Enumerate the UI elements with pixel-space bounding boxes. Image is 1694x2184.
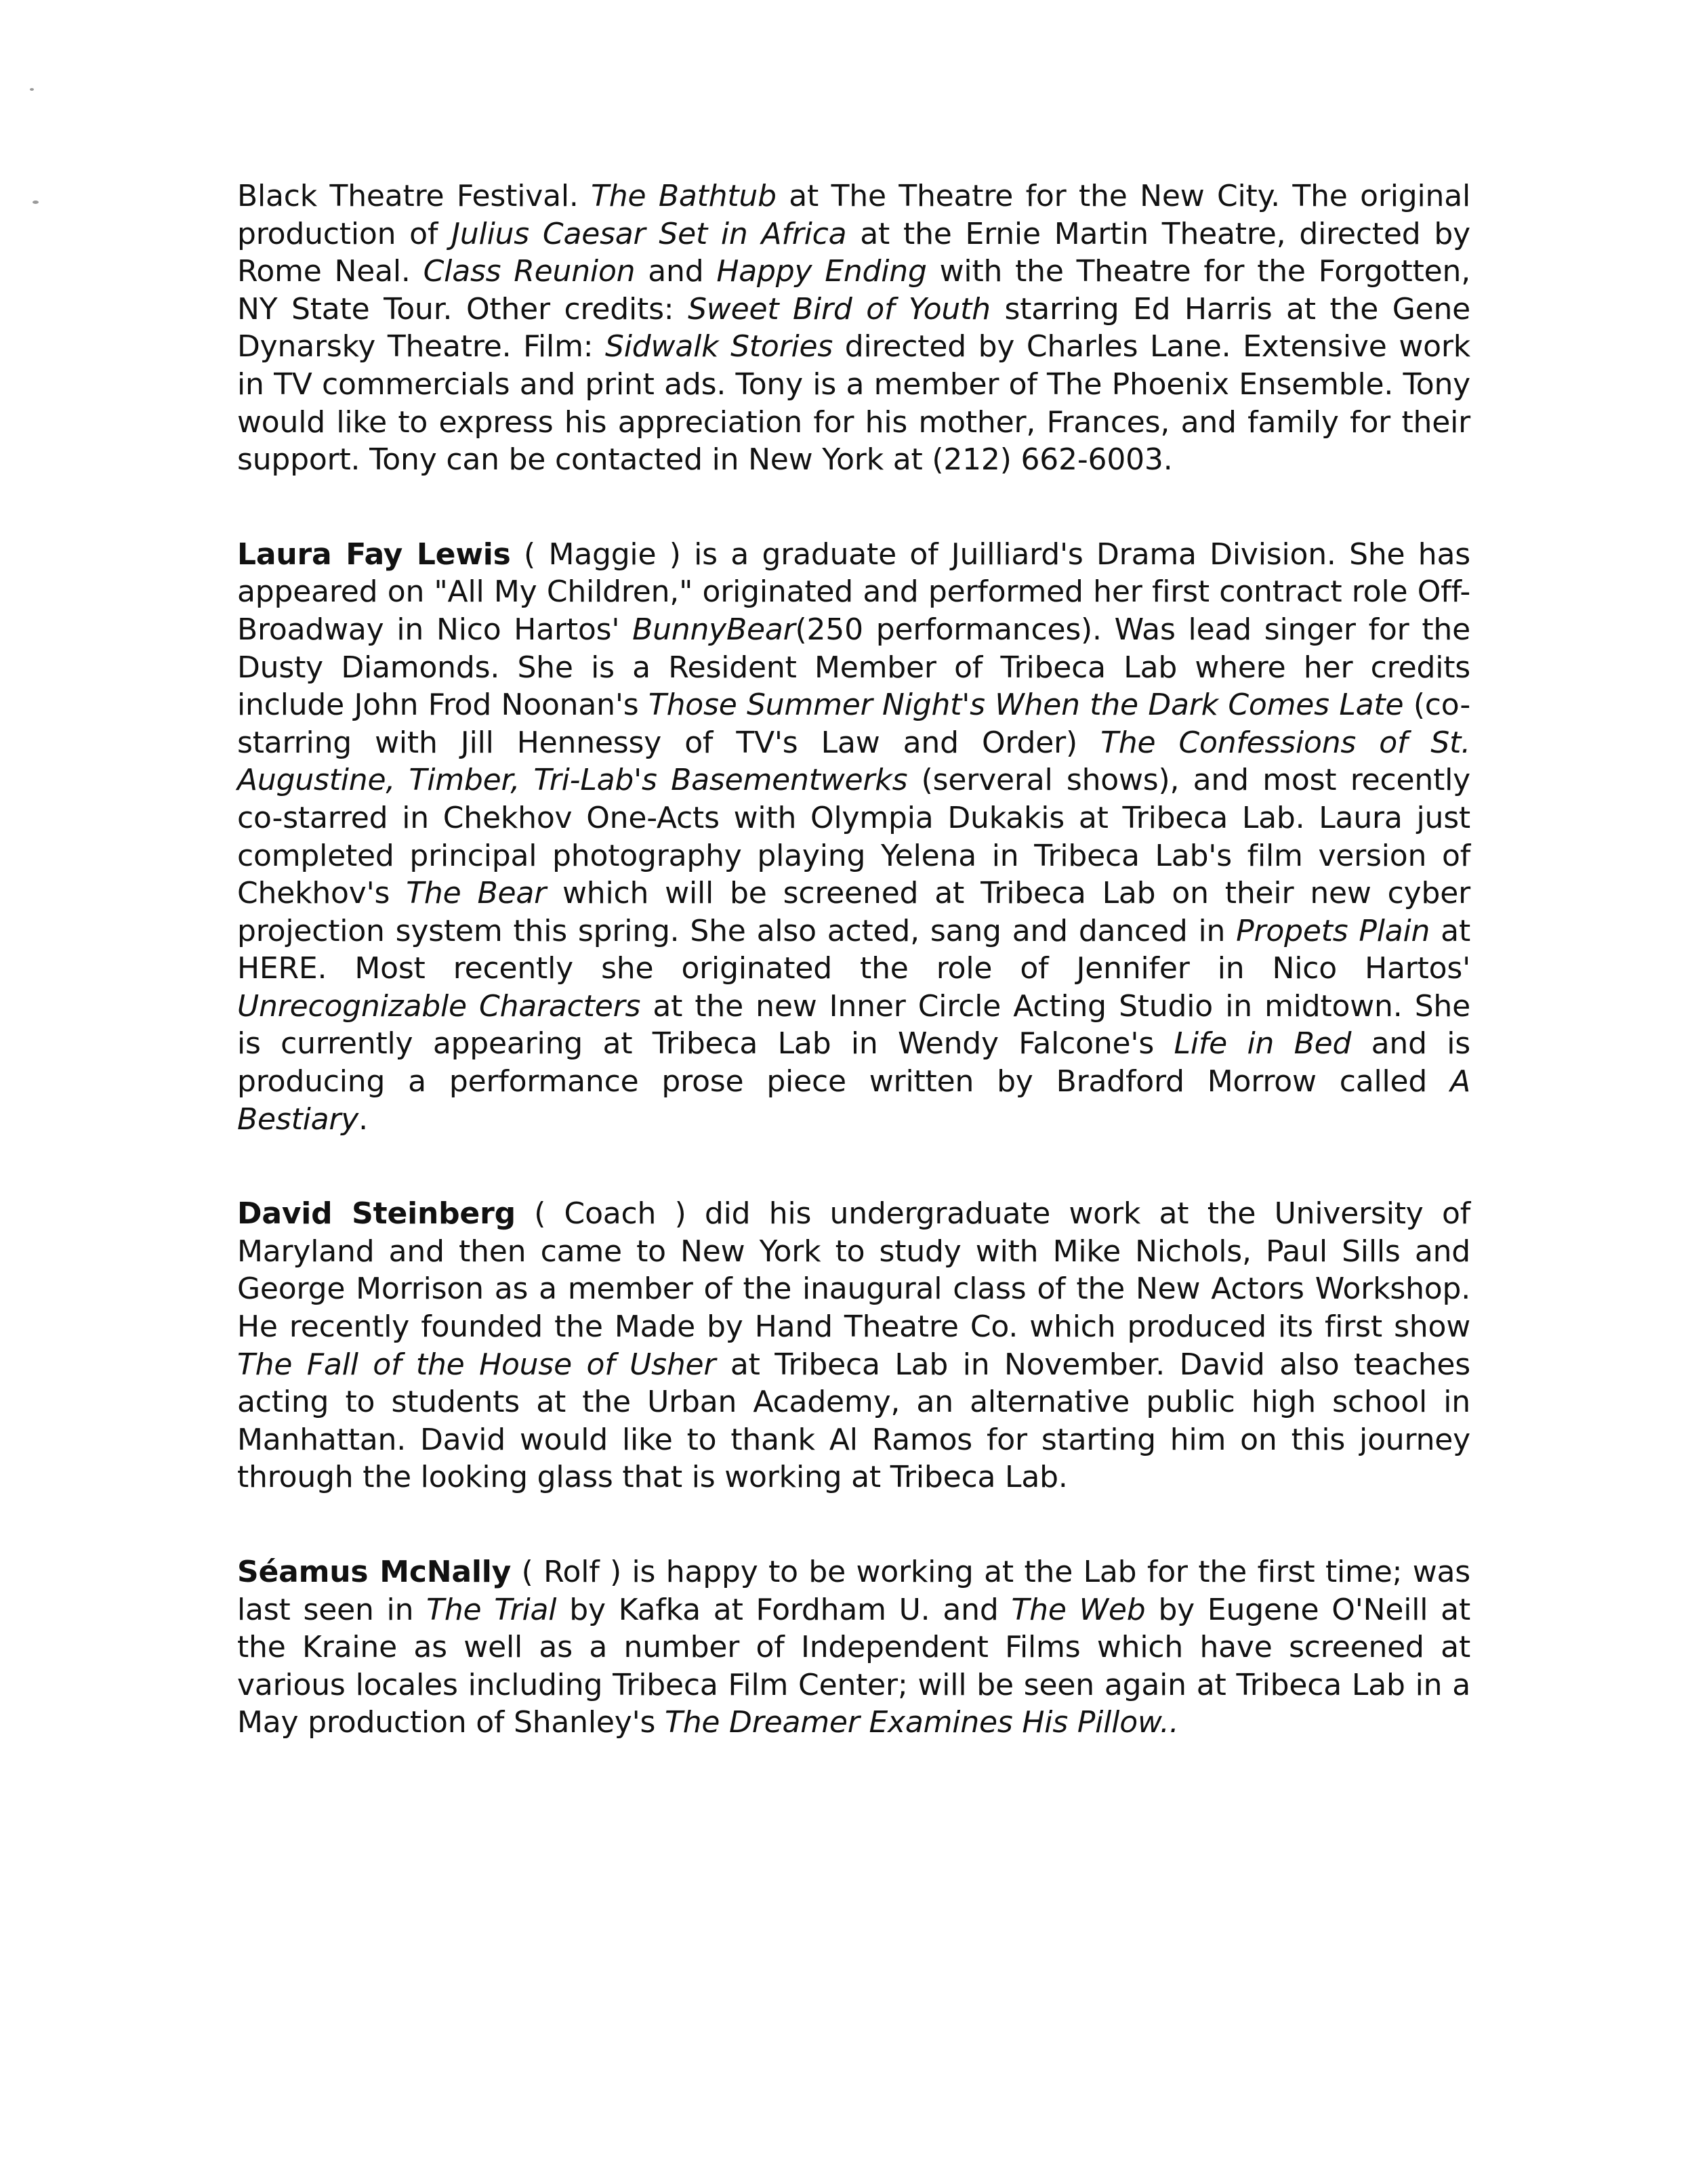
- work-title: Those Summer Night's When the Dark Comes Late: [648, 688, 1404, 723]
- bio-seamus-mcnally: [237, 1553, 1470, 1742]
- bio-tony: [237, 177, 1470, 479]
- bio-text: at the Ernie Martin Theatre, directed by Rome Neal.: [237, 216, 1471, 289]
- bio-text: with the Theatre for the Forgotten, NY State Tour. Other credits:: [237, 254, 1470, 327]
- bio-text: ( Maggie ) is a graduate of Juilliard's Drama Division. She has appeared on "All My Children," originated and performed her first contract role Off-Broadway in Nico Hartos': [237, 537, 1470, 647]
- work-title: The Bathtub: [591, 179, 777, 213]
- person-name: Laura Fay Lewis: [237, 537, 511, 572]
- work-title: The Dreamer Examines His Pillow..: [665, 1705, 1179, 1740]
- document-body: [237, 177, 1470, 1799]
- bio-text: which will be screened at Tribeca Lab on their new cyber projection system this spring. She also acted, sang and danced in: [237, 876, 1470, 948]
- work-title: The Trial: [426, 1592, 557, 1627]
- bio-text: ( Coach ) did his undergraduate work at the University of Maryland and then came to New York to study with Mike Nichols, Paul Sills and George Morrison as a member of the inaugural class of the New Actors Workshop. He recently founded the Made by Hand Theatre Co. which produced its first show: [237, 1196, 1470, 1345]
- bio-text: Black Theatre Festival.: [237, 179, 592, 213]
- person-name: David Steinberg: [237, 1196, 516, 1232]
- bio-text: .: [358, 1101, 368, 1137]
- work-title: Sidwalk Stories: [605, 329, 833, 364]
- bio-david-steinberg: [237, 1195, 1470, 1496]
- work-title: BunnyBear: [632, 612, 796, 647]
- person-name: Séamus McNally: [237, 1555, 512, 1589]
- work-title: Sweet Bird of Youth: [688, 291, 991, 327]
- work-title: Unrecognizable Characters: [237, 988, 641, 1024]
- bio-text: ( Rolf ) is happy to be working at the Lab for the first time; was last seen in: [237, 1555, 1470, 1627]
- bio-text: at Tribeca Lab in November. David also teaches acting to students at the Urban Academy, an alternative public high school in Manhattan. David would like to thank Al Ramos for starting him on this journey through the looking glass that is working at Tribeca Lab.: [237, 1347, 1470, 1495]
- bio-text: (co-starring with Jill Hennessy of TV's Law and Order): [237, 688, 1471, 760]
- scan-speck: [33, 201, 39, 204]
- work-title: The Fall of the House of Usher: [237, 1347, 716, 1382]
- scan-speck: [30, 88, 34, 91]
- work-title: Happy Ending: [716, 254, 927, 289]
- work-title: The Bear: [406, 876, 546, 911]
- work-title: A Bestiary: [237, 1064, 1470, 1137]
- bio-text: by Kafka at Fordham U. and: [556, 1592, 1012, 1627]
- bio-text: (serveral shows), and most recently co-starred in Chekhov One-Acts with Olympia Dukakis at Tribeca Lab. Laura just completed principal photography playing Yelena in Tribeca Lab's film version of Chekhov's: [237, 763, 1470, 911]
- bio-text: (250 performances). Was lead singer for the Dusty Diamonds. She is a Resident Member of Tribeca Lab where her credits include John Frod Noonan's: [237, 612, 1470, 723]
- work-title: Propets Plain: [1236, 913, 1430, 948]
- work-title: Julius Caesar Set in Africa: [451, 216, 847, 251]
- bio-text: at the new Inner Circle Acting Studio in midtown. She is currently appearing at Tribeca Lab in Wendy Falcone's: [237, 988, 1470, 1062]
- work-title: Class Reunion: [423, 254, 636, 289]
- bio-text: at HERE. Most recently she originated the role of Jennifer in Nico Hartos': [237, 913, 1470, 986]
- bio-text: by Eugene O'Neill at the Kraine as well as a number of Independent Films which have screened at various locales including Tribeca Film Center; will be seen again at Tribeca Lab in a May production of Shanley's: [237, 1592, 1470, 1740]
- work-title: The Confessions of St. Augustine, Timber, Tri-Lab's Basementwerks: [237, 725, 1470, 798]
- bio-laura-fay-lewis: [237, 536, 1470, 1139]
- bio-text: at The Theatre for the New City. The original production of: [237, 179, 1470, 251]
- work-title: Life in Bed: [1174, 1026, 1352, 1062]
- bio-text: and: [635, 254, 717, 289]
- bio-text: directed by Charles Lane. Extensive work in TV commercials and print ads. Tony is a member of The Phoenix Ensemble. Tony would like to express his appreciation for his mother, Frances, and family for their support. Tony can be contacted in New York at (212) 662-6003.: [237, 329, 1470, 478]
- bio-text: starring Ed Harris at the Gene Dynarsky Theatre. Film:: [237, 291, 1471, 364]
- work-title: The Web: [1011, 1592, 1146, 1627]
- bio-text: and is producing a performance prose piece written by Bradford Morrow called: [237, 1026, 1470, 1099]
